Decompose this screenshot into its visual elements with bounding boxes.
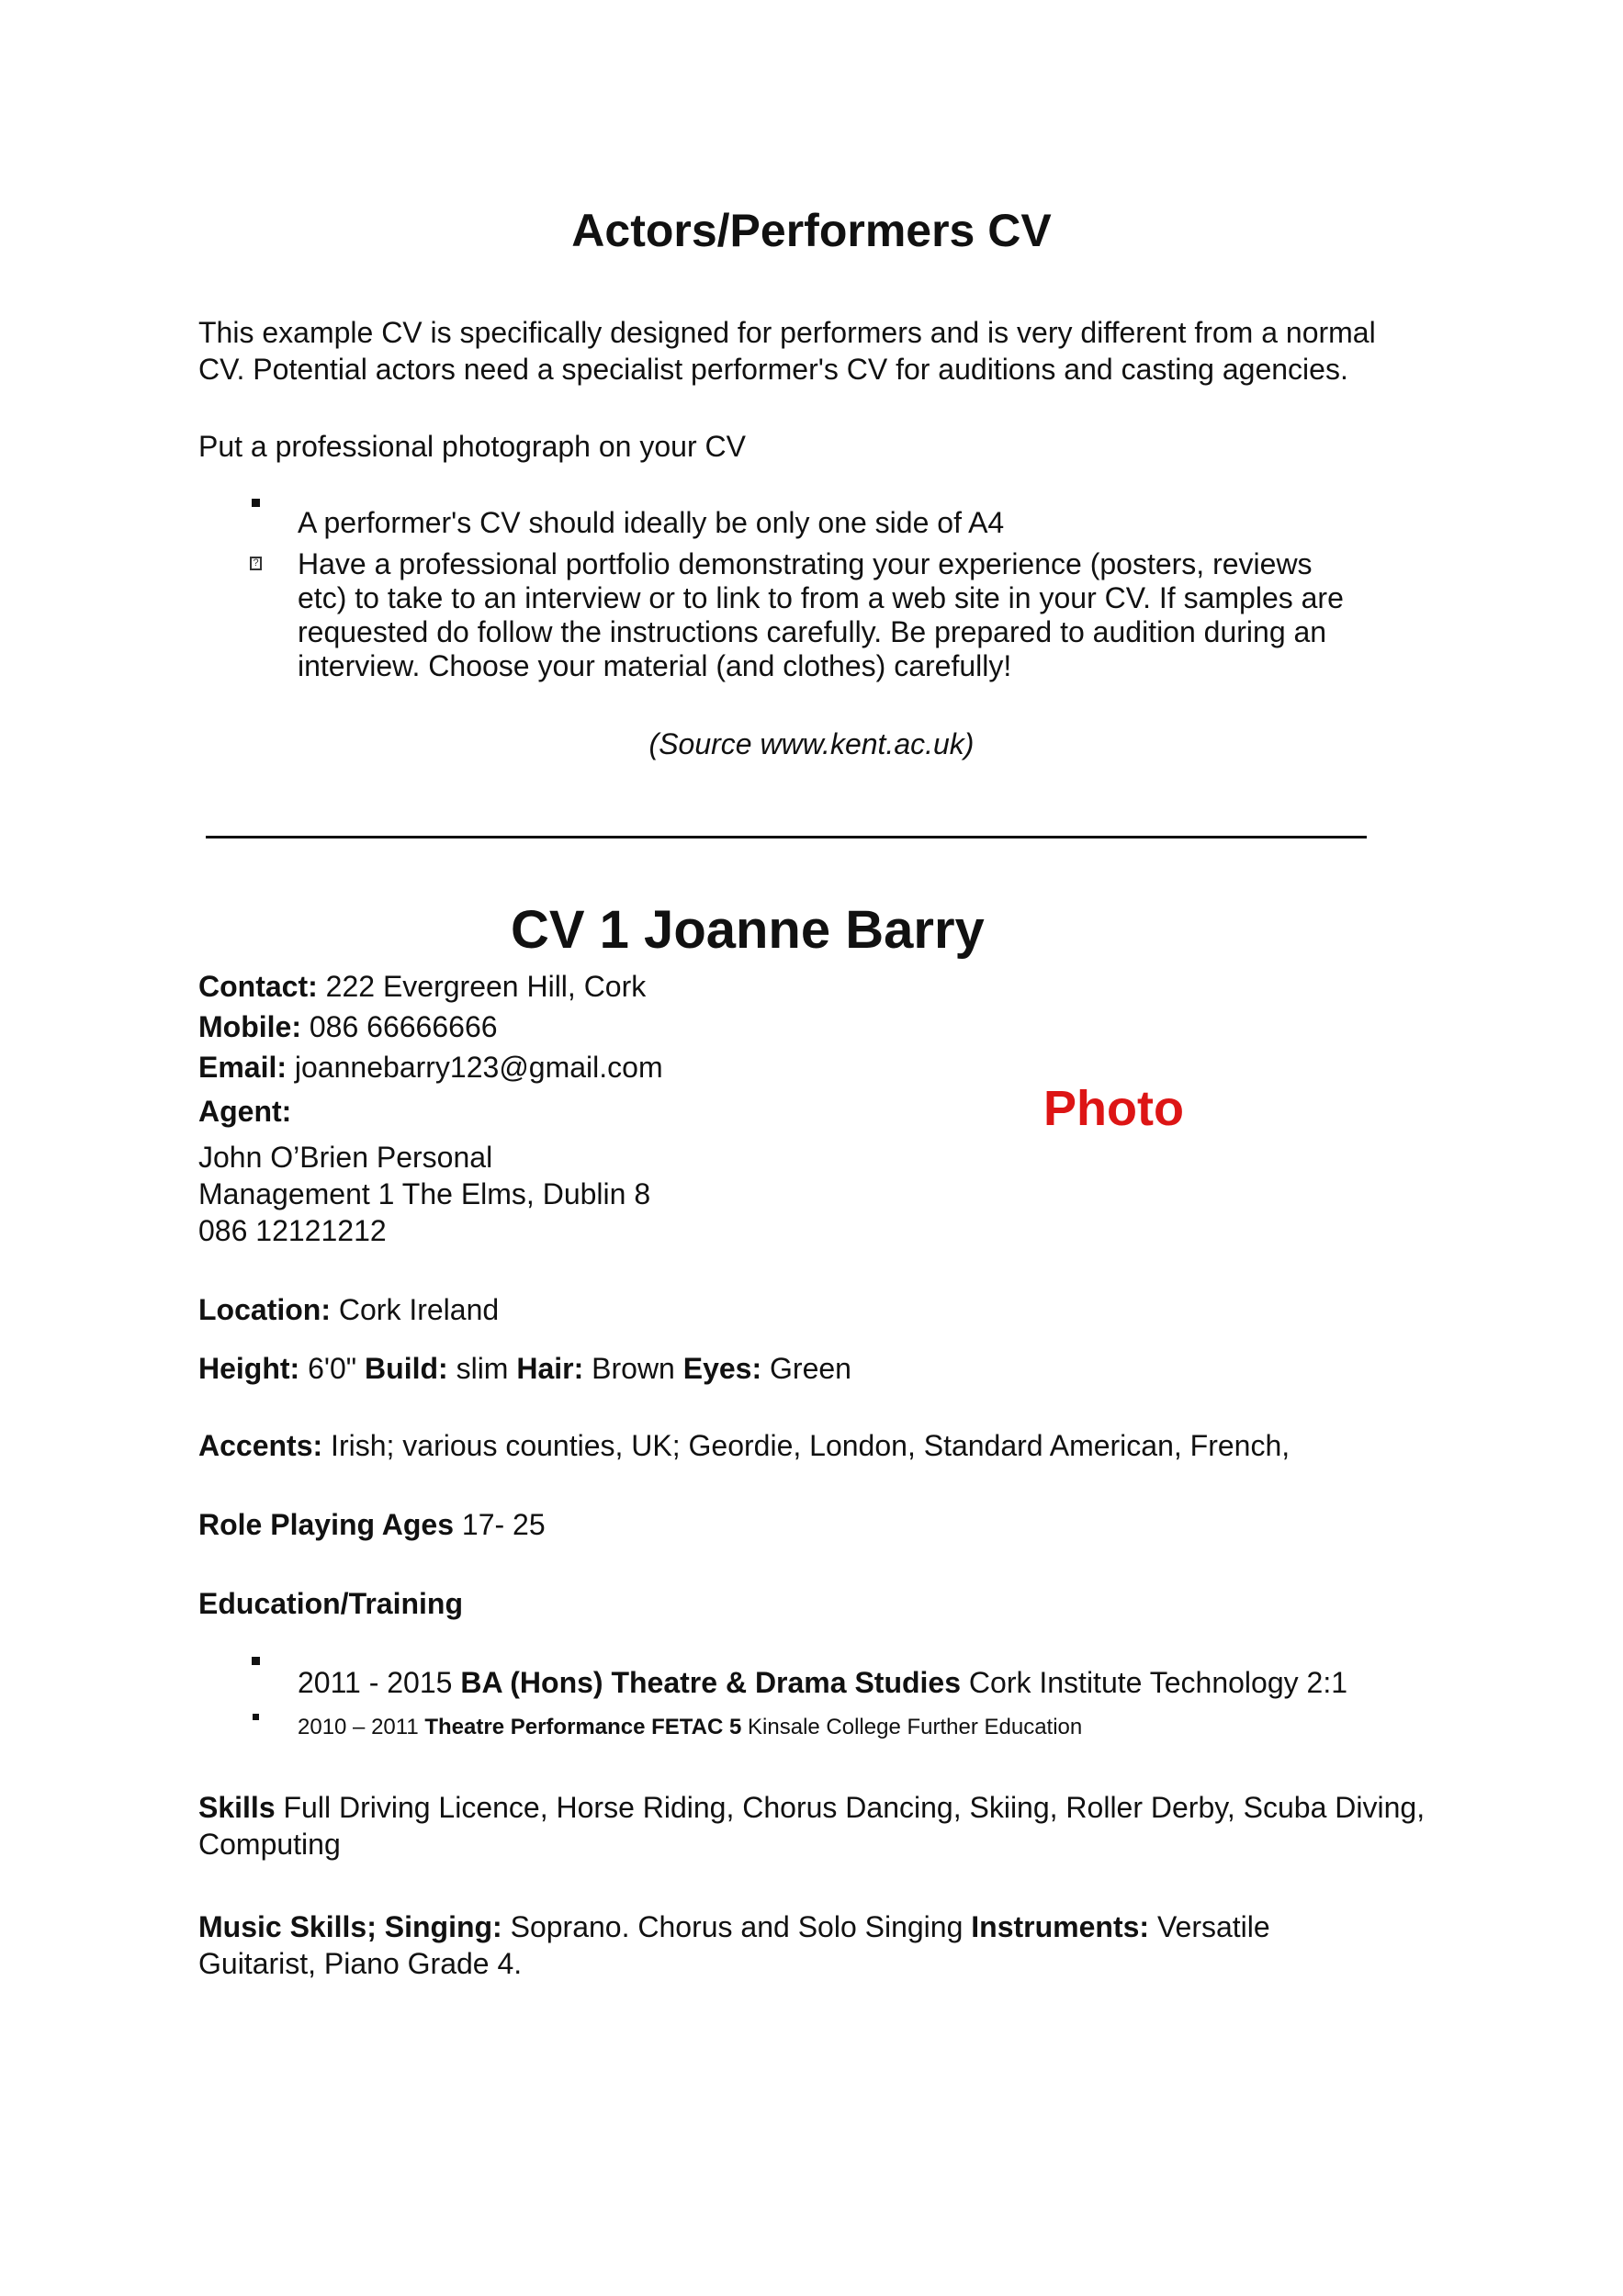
height-value: 6'0" (299, 1352, 366, 1385)
music-label: Music Skills; Singing: (198, 1910, 502, 1943)
agent-label: Agent: (198, 1095, 292, 1128)
square-bullet-icon (252, 1657, 260, 1665)
square-bullet-icon (253, 1714, 259, 1720)
education-item-1 (298, 1664, 1347, 1701)
intro-paragraph-line-2: CV. Potential actors need a specialist performer's CV for auditions and casting agencies. (198, 353, 1348, 386)
bullet-portfolio-line-2: etc) to take to an interview or to link to from a web site in your CV. If samples are (298, 581, 1344, 614)
accents-line (198, 1427, 1290, 1464)
location-label: Location: (198, 1293, 331, 1326)
role-ages-label: Role Playing Ages (198, 1508, 454, 1541)
cv-heading: CV 1 Joanne Barry (511, 900, 985, 960)
role-ages-line (198, 1506, 546, 1543)
agent-line-3: 086 12121212 (198, 1214, 387, 1247)
bullet-portfolio-line-4: interview. Choose your material (and clothes) carefully! (298, 649, 1012, 682)
contact-line (198, 968, 646, 1005)
agent-line-1: John O’Brien Personal (198, 1141, 493, 1174)
bullet-portfolio-line-3: requested do follow the instructions carefully. Be prepared to audition during an (298, 615, 1327, 648)
agent-line-2: Management 1 The Elms, Dublin 8 (198, 1177, 651, 1210)
skills-value: Full Driving Licence, Horse Riding, Chorus Dancing, Skiing, Roller Derby, Scuba Diving, (275, 1791, 1426, 1824)
education-item-2 (298, 1714, 1082, 1741)
skills-line-1 (198, 1789, 1425, 1826)
role-ages-value: 17- 25 (454, 1508, 546, 1541)
build-value: slim (447, 1352, 517, 1385)
photo-placeholder: Photo (1043, 1081, 1184, 1136)
edu2-institution: Kinsale College Further Education (741, 1715, 1083, 1739)
email-line (198, 1049, 663, 1086)
music-line-1 (198, 1908, 1270, 1945)
edu1-institution: Cork Institute Technology 2:1 (961, 1666, 1347, 1699)
email-value: joannebarry123@gmail.com (287, 1051, 663, 1084)
music-value: Soprano. Chorus and Solo Singing (502, 1910, 972, 1943)
square-bullet-icon (252, 499, 260, 507)
eyes-value: Green (761, 1352, 851, 1385)
hair-label: Hair: (516, 1352, 584, 1385)
education-heading: Education/Training (198, 1587, 464, 1620)
contact-label: Contact: (198, 970, 318, 1003)
edu1-course: BA (Hons) Theatre & Drama Studies (460, 1666, 962, 1699)
bullet-portfolio (298, 547, 1344, 683)
location-value: Cork Ireland (330, 1293, 500, 1326)
accents-label: Accents: (198, 1429, 323, 1462)
location-line (198, 1291, 499, 1328)
contact-value: 222 Evergreen Hill, Cork (317, 970, 647, 1003)
accents-value: Irish; various counties, UK; Geordie, London, Standard American, French, (322, 1429, 1291, 1462)
instruments-value: Versatile (1149, 1910, 1270, 1943)
edu2-years: 2010 – 2011 (298, 1715, 425, 1739)
page-title: Actors/Performers CV (571, 205, 1052, 256)
skills-line-2: Computing (198, 1828, 341, 1861)
mobile-line (198, 1008, 498, 1045)
missing-glyph-bullet-icon: ? (250, 557, 262, 570)
bullet-one-side: A performer's CV should ideally be only one side of A4 (298, 506, 1005, 539)
mobile-label: Mobile: (198, 1010, 301, 1043)
eyes-label: Eyes: (682, 1352, 762, 1385)
edu2-course: Theatre Performance FETAC 5 (424, 1715, 742, 1739)
music-line-2: Guitarist, Piano Grade 4. (198, 1947, 523, 1980)
bullet-portfolio-line-1: Have a professional portfolio demonstrating your experience (posters, reviews (298, 547, 1313, 580)
intro-paragraph-line-1: This example CV is specifically designed for performers and is very different from a normal (198, 316, 1376, 349)
skills-label: Skills (198, 1791, 276, 1824)
build-label: Build: (365, 1352, 448, 1385)
hair-value: Brown (583, 1352, 683, 1385)
section-divider (206, 836, 1367, 838)
instruments-label: Instruments: (971, 1910, 1150, 1943)
email-label: Email: (198, 1051, 287, 1084)
physical-attributes-line (198, 1350, 851, 1387)
photo-advice: Put a professional photograph on your CV (198, 430, 746, 463)
mobile-value: 086 66666666 (300, 1010, 498, 1043)
height-label: Height: (198, 1352, 300, 1385)
source-note: (Source www.kent.ac.uk) (648, 727, 975, 760)
edu1-years: 2011 - 2015 (298, 1666, 461, 1699)
